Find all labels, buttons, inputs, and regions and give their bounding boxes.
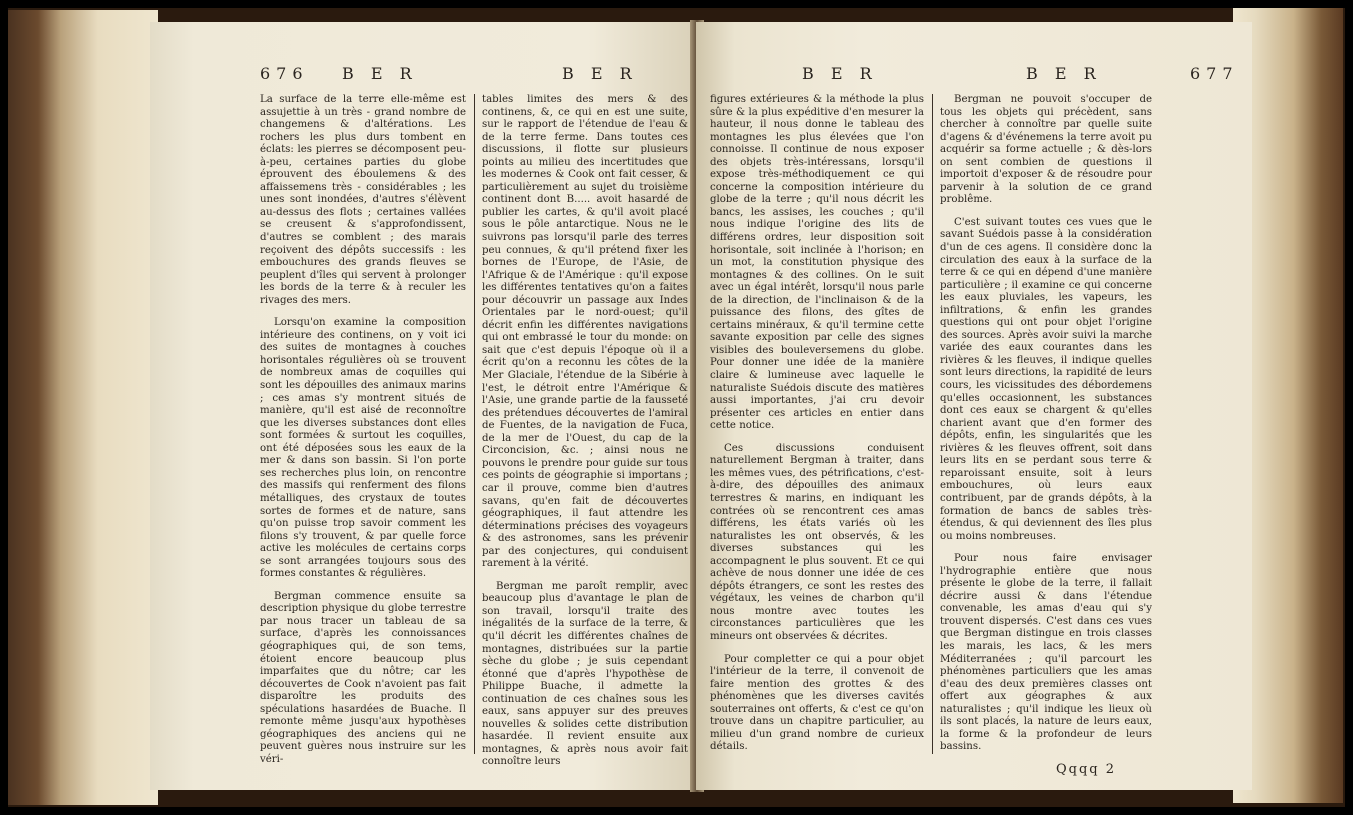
paragraph: Bergman me paroît remplir, avec beaucoup plus d'avantage le plan de son travail, lorsqu'il traite des inégalités de la surface de la terre, & qu'il décrit les différentes chaînes de montagnes, distribuées sur la partie sèche du globe ; je suis cependant étonné que d'après l'hypothèse de Philippe Buache, il admette la continuation de ces chaînes sous les eaux, sans appuyer sur des preuves nouvelles & solides cette distribution hasardée. Il revient ensuite aux montagnes, & après nous avoir fait connoître leurs [482, 580, 688, 768]
right-column-2 [940, 94, 1152, 764]
left-page-edges [8, 10, 158, 805]
left-page-number: 676 [260, 64, 309, 83]
paragraph: C'est suivant toutes ces vues que le savant Suédois passe à la considération d'un de ces agens. Il considère donc la circulation des eaux à la surface de la terre & ce qui en dépend d'une manière particulière ; il examine ce qui concerne les eaux pluviales, les vapeurs, les infiltrations, & enfin les grandes questions qui ont pour objet l'origine des sources. Après avoir suivi la marche variée des eaux courantes dans les rivières & les fleuves, il indique quelles sont leurs directions, la rapidité de leurs cours, les vicissitudes des débordemens qu'elles occasionnent, les substances dont ces eaux se chargent & qu'elles charient avant que d'en former des dépôts, enfin, les singularités que les rivières & les fleuves offrent, soit dans leurs lits en se perdant sous terre & reparoissant ensuite, soit à leurs embouchures, où leurs eaux contribuent, par de grands dépôts, à la formation de bancs de sables très-étendus, & qui deviennent des îles plus ou moins nombreuses. [940, 216, 1152, 542]
right-column-1 [710, 94, 924, 764]
left-column-2 [482, 94, 688, 779]
paragraph: La surface de la terre elle-même est assujettie à un très - grand nombre de changemens & d'altérations. Les rochers les plus durs tombent en éclats: les pierres se décomposent peu-à-peu, certaines parties du globe éprouvent des éboulemens & des affaissemens très - considérables ; les unes sont inondées, d'autres s'élèvent au-dessus des flots ; certaines vallées se creusent & s'approfondissent, d'autres se comblent ; des marais reçoivent des dépôts successifs : les embouchures des grands fleuves se peuplent d'îles qui servent à prolonger les bords de la terre & à reculer les rivages des mers. [260, 94, 466, 306]
right-header-col1: B E R [802, 64, 878, 83]
left-header-col1: B E R [342, 64, 418, 83]
paragraph: Pour nous faire envisager l'hydrographie entière que nous présente le globe de la terre, il fallait décrire aussi & dans l'étendue convenable, les amas d'eau qui s'y trouvent dispersés. C'est dans ces vues que Bergman distingue en trois classes les marais, les lacs, & les mers Méditerranées ; qu'il parcourt les phénomènes particuliers que les amas d'eau des deux premières classes ont offert aux géographes & aux naturalistes ; qu'il indique les lieux où ils sont placés, la nature de leurs eaux, la forme & la profondeur de leurs bassins. [940, 553, 1152, 753]
paragraph: Bergman ne pouvoit s'occuper de tous les objets qui précèdent, sans chercher à connoître par quelle suite d'agens & d'événemens la terre avoit pu acquérir sa forme actuelle ; & dès-lors on sent combien de questions il importoit d'exposer & de résoudre pour parvenir à la solution de ce grand problême. [940, 94, 1152, 206]
left-page [150, 22, 698, 790]
right-page-number: 677 [1190, 64, 1239, 83]
signature-mark: Qqqq 2 [1056, 762, 1117, 777]
paragraph: figures extérieures & la méthode la plus sûre & la plus expéditive d'en mesurer la hauteur, il nous donne le tableau des montagnes les plus élevées que l'on connoisse. Il continue de nous exposer des objets très-intéressans, lorsqu'il expose très-méthodiquement ce qui concerne la composition intérieure du globe de la terre ; qu'il nous décrit les bancs, les assises, les couches ; qu'il nous indique l'origine des lits de différens ordres, leur disposition soit horisontale, soit inclinée à l'horison; en un mot, la constitution physique des montagnes & des collines. On le suit avec un égal intérêt, lorsqu'il nous parle de la direction, de l'inclinaison & de la puissance des filons, des gîtes de certains minéraux, & qu'il termine cette savante exposition par celle des signes visibles des bouleversemens du globe. Pour donner une idée de la manière claire & lumineuse avec laquelle le naturaliste Suédois discute des matières aussi importantes, j'ai cru devoir présenter ces articles en entier dans cette notice. [710, 94, 924, 432]
paragraph: Bergman commence ensuite sa description physique du globe terrestre par nous tracer un tableau de sa surface, d'après les connoissances géographiques qui, de son tems, étoient encore beaucoup plus imparfaites que du nôtre; car les découvertes de Cook n'avoient pas fait disparoître les produits des spéculations hasardées de Buache. Il remonte même jusqu'aux hypothèses géographiques des anciens qui ne peuvent guères nous instruire sur les véri- [260, 590, 466, 765]
left-column-1 [260, 94, 466, 776]
left-header-col2: B E R [562, 64, 638, 83]
paragraph: tables limites des mers & des continens, &, ce qui en est une suite, sur le rapport de l'étendue de l'eau & de la terre ferme. Dans toutes ces discussions, il flotte sur plusieurs points au milieu des incertitudes que les modernes & Cook ont fait cesser, & particulièrement au sujet du troisième continent dont B..... avoit hasardé de publier les cartes, & qu'il avoit placé sous le pôle antarctique. Nous ne le suivrons pas lorsqu'il parle des terres peu connues, & qu'il prétend fixer les bornes de l'Europe, de l'Asie, de l'Afrique & de l'Amérique : qu'il expose les différentes tentatives qu'on a faites pour découvrir un passage aux Indes Orientales par le nord-ouest; qu'il décrit enfin les différentes navigations qui ont embrassé le tour du monde: on sait que c'est depuis l'époque où il a écrit qu'on a reconnu les côtes de la Mer Glaciale, l'étendue de la Sibérie à l'est, le détroit entre l'Amérique & l'Asie, une grande partie de la fausseté des prétendues découvertes de l'amiral de Fuentes, de la navigation de Fuca, de la mer de l'Ouest, du cap de la Circoncision, &c. ; ainsi nous ne pouvons le prendre pour guide sur tous ces points de géographie si importans ; car il prouve, comme bien d'autres savans, qu'en fait de découvertes géographiques, il faut attendre les déterminations précises des voyageurs & des astronomes, sans les prévenir par des conjectures, qui conduisent rarement à la vérité. [482, 94, 688, 570]
right-header-col2: B E R [1026, 64, 1102, 83]
column-rule [474, 94, 475, 754]
paragraph: Lorsqu'on examine la composition intérieure des continens, on y voit ici des suites de montagnes à couches horisontales régulières où se trouvent de nombreux amas de coquilles qui sont les dépouilles des animaux marins ; ces amas s'y montrent situés de manière, qu'il est aisé de reconnoître que les diverses substances dont elles sont formées & surtout les coquilles, ont été déposées sous les eaux de la mer & dans son bassin. Si l'on porte ses recherches plus loin, on rencontre des massifs qui renferment des filons métalliques, des crystaux de toutes sortes de formes et de nature, sans qu'on puisse trop savoir comment les filons s'y trouvent, & par quelle force active les molécules de certains corps se sont arrangées toujours sous des formes constantes & régulières. [260, 317, 466, 580]
paragraph: Pour completter ce qui a pour objet l'intérieur de la terre, il convenoit de faire mention des grottes & des phénomènes que les diverses cavités souterraines ont offerts, & c'est ce qu'on trouve dans un chapitre particulier, au milieu d'un grand nombre de curieux détails. [710, 653, 924, 753]
column-rule [932, 94, 933, 754]
paragraph: Ces discussions conduisent naturellement Bergman à traiter, dans les mêmes vues, des pétrifications, c'est-à-dire, des dépouilles des animaux terrestres & marins, en indiquant les contrées où se rencontrent ces amas différens, les états variés où les naturalistes les ont observés, & les diverses substances qui les accompagnent le plus souvent. Et ce qui achève de nous donner une idée de ces dépôts étrangers, ce sont les restes des végétaux, les veines de charbon qu'il nous montre avec toutes les circonstances particulières que les mineurs ont observées & décrites. [710, 442, 924, 642]
right-page [696, 22, 1252, 790]
